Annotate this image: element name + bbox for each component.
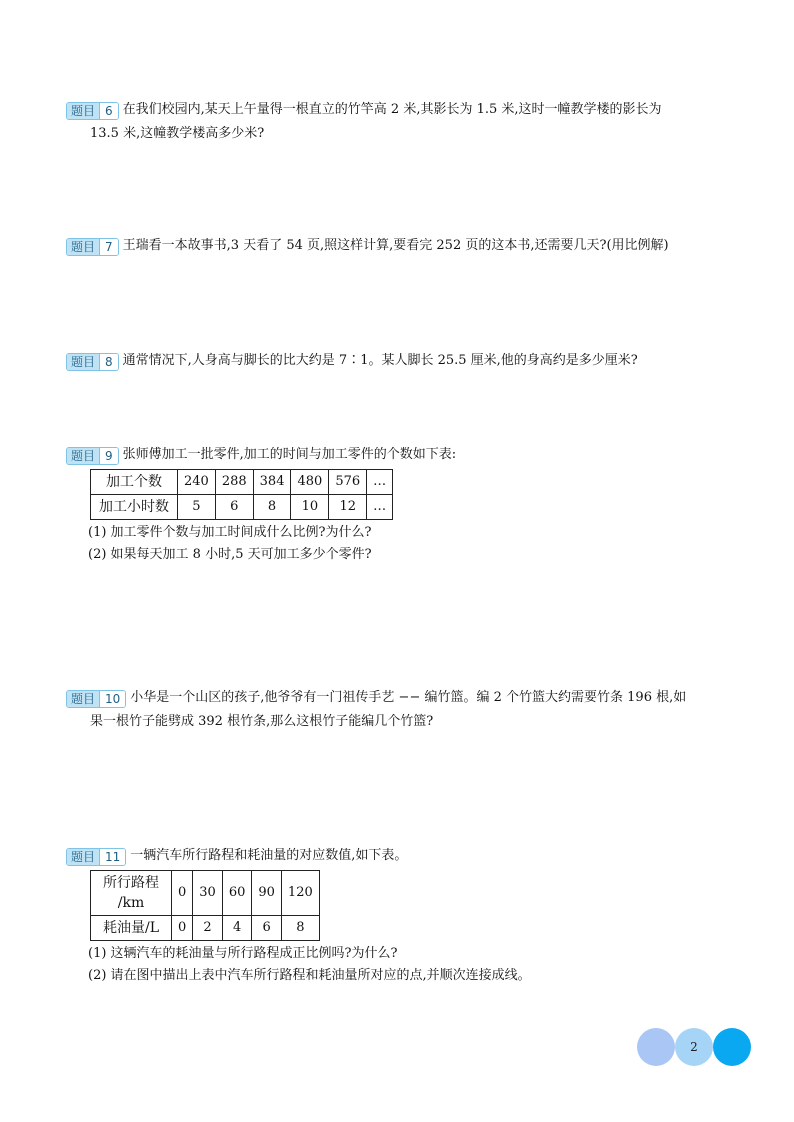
question-8-line-1: 题目 8 通常情况下,人身高与脚长的比大约是 7∶1。某人脚长 25.5 厘米,他的身高约是多少厘米? [66, 349, 726, 373]
table-cell: 6 [215, 495, 253, 520]
question-tag: 题目 7 [66, 238, 119, 256]
table-cell: 8 [253, 495, 291, 520]
table-row [91, 916, 320, 941]
question-6-line-1: 题目 6 在我们校园内,某天上午量得一根直立的竹竿高 2 米,其影长为 1.5 米,这时一幢教学楼的影长为 [66, 98, 726, 122]
question-6-line-2: 13.5 米,这幢教学楼高多少米? [90, 126, 265, 141]
question-7-line-1: 题目 7 王瑞看一本故事书,3 天看了 54 页,照这样计算,要看完 252 页的这本书,还需要几天?(用比例解) [66, 234, 726, 258]
question-tag: 题目 10 [66, 690, 126, 708]
table-cell: 240 [178, 470, 216, 495]
table-cell: 576 [329, 470, 367, 495]
table-row [91, 495, 393, 520]
table-cell: 30 [193, 871, 223, 916]
table-header-cell: 加工个数 [91, 470, 178, 495]
question-tag: 题目 11 [66, 848, 126, 866]
table-cell: 0 [172, 871, 193, 916]
sub-question-2: (2) 如果每天加工 8 小时,5 天可加工多少个零件? [88, 547, 372, 562]
question-tag: 题目 9 [66, 447, 119, 465]
sub-question-1: (1) 加工零件个数与加工时间成什么比例?为什么? [88, 525, 372, 540]
question-10-line-1: 题目 10 小华是一个山区的孩子,他爷爷有一门祖传手艺 −− 编竹篮。编 2 个竹篮大约需要竹条 196 根,如 [66, 686, 726, 710]
table-cell: 288 [215, 470, 253, 495]
sub-question-2: (2) 请在图中描出上表中汽车所行路程和耗油量所对应的点,并顺次连接成线。 [88, 968, 531, 983]
decor-circle [637, 1028, 675, 1066]
question-9 [66, 443, 726, 566]
table-cell: 8 [281, 916, 319, 941]
table-cell: 480 [291, 470, 329, 495]
table-cell: 2 [193, 916, 223, 941]
table-cell: 12 [329, 495, 367, 520]
question-tag: 题目 8 [66, 353, 119, 371]
table-row [91, 871, 320, 916]
table-cell: 90 [252, 871, 282, 916]
decor-circle [713, 1028, 751, 1066]
table-cell: 0 [172, 916, 193, 941]
table-cell: 384 [253, 470, 291, 495]
question-10 [66, 686, 726, 734]
table-cell: … [367, 470, 393, 495]
table-cell: 60 [222, 871, 252, 916]
table-header-cell: 加工小时数 [91, 495, 178, 520]
table-cell: 120 [281, 871, 319, 916]
table-cell: 6 [252, 916, 282, 941]
table-row [91, 470, 393, 495]
processing-table [90, 469, 393, 520]
question-8 [66, 349, 726, 373]
question-11-line-1: 题目 11 一辆汽车所行路程和耗油量的对应数值,如下表。 [66, 844, 726, 868]
page-number-badge [637, 1028, 753, 1068]
question-7 [66, 234, 726, 258]
table-cell: 5 [178, 495, 216, 520]
table-cell: 4 [222, 916, 252, 941]
fuel-table [90, 870, 320, 941]
question-tag: 题目 6 [66, 102, 119, 120]
question-6 [66, 98, 726, 146]
sub-question-1: (1) 这辆汽车的耗油量与所行路程成正比例吗?为什么? [88, 946, 398, 961]
question-10-line-2: 果一根竹子能劈成 392 根竹条,那么这根竹子能编几个竹篮? [90, 714, 434, 729]
table-header-cell: 耗油量/L [91, 916, 172, 941]
table-cell: 10 [291, 495, 329, 520]
question-11 [66, 844, 726, 987]
question-9-line-1: 题目 9 张师傅加工一批零件,加工的时间与加工零件的个数如下表: [66, 443, 726, 467]
table-cell: … [367, 495, 393, 520]
page-number: 2 [690, 1040, 698, 1054]
table-header-cell: 所行路程 /km [91, 871, 172, 916]
